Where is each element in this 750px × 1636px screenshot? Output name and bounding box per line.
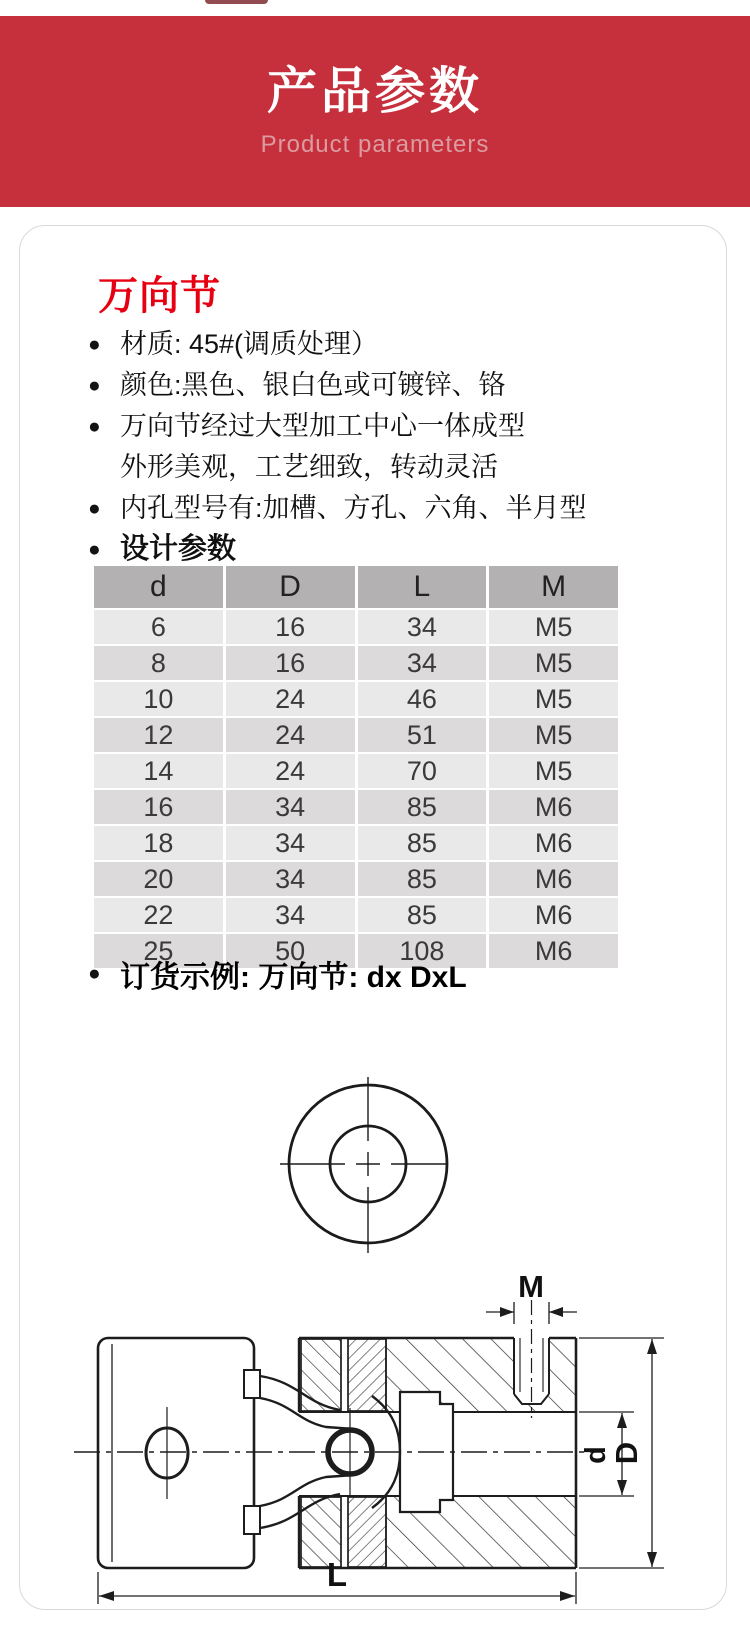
table-cell: 25 (94, 934, 223, 968)
table-row (94, 862, 618, 896)
section-banner (0, 16, 750, 207)
feature-list (88, 324, 688, 570)
table-row (94, 790, 618, 824)
feature-item (88, 406, 688, 447)
table-cell: M5 (489, 718, 618, 752)
table-cell: M6 (489, 826, 618, 860)
table-cell: M5 (489, 682, 618, 716)
bullet-icon: ● (88, 333, 101, 356)
dimension-M (486, 1269, 577, 1324)
table-header-cell: M (489, 566, 618, 608)
table-cell: 16 (226, 610, 355, 644)
table-cell: 14 (94, 754, 223, 788)
table-cell: 70 (358, 754, 487, 788)
feature-item (88, 365, 688, 406)
table-cell: 24 (226, 682, 355, 716)
label-L: L (326, 1556, 348, 1593)
table-cell: 6 (94, 610, 223, 644)
table-cell: 24 (226, 718, 355, 752)
feature-text: 颜色:黑色、银白色或可镀锌、铬 (120, 370, 506, 400)
table-cell: M6 (489, 862, 618, 896)
technical-drawings (0, 1030, 750, 1612)
table-cell: 46 (358, 682, 487, 716)
label-d: d (580, 1446, 612, 1464)
table-cell: 22 (94, 898, 223, 932)
table-row (94, 718, 618, 752)
table-cell: M5 (489, 754, 618, 788)
table-cell: 108 (358, 934, 487, 968)
feature-text: 设计参数 (120, 533, 237, 565)
table-cell: 85 (358, 898, 487, 932)
table-header-cell: d (94, 566, 223, 608)
feature-item (88, 447, 688, 488)
product-title: 万向节 (98, 274, 221, 318)
center-lines (280, 1077, 448, 1253)
table-cell: M5 (489, 646, 618, 680)
order-example (88, 952, 467, 996)
bullet-icon: ● (88, 962, 101, 985)
table-cell: 85 (358, 826, 487, 860)
table-row (94, 826, 618, 860)
bullet-icon: ● (88, 538, 101, 561)
table-header-cell: L (358, 566, 487, 608)
feature-text: 材质: 45#(调质处理） (120, 329, 379, 359)
table-cell: M5 (489, 610, 618, 644)
table-row (94, 898, 618, 932)
feature-text: 万向节经过大型加工中心一体成型 (120, 411, 525, 441)
table-cell: 10 (94, 682, 223, 716)
feature-item (88, 324, 688, 365)
table-cell: M6 (489, 934, 618, 968)
label-D: D (609, 1441, 644, 1465)
bullet-icon: ● (88, 497, 101, 520)
table-cell: 24 (226, 754, 355, 788)
table-cell: 18 (94, 826, 223, 860)
table-cell: 12 (94, 718, 223, 752)
table-row (94, 646, 618, 680)
table-header-cell: D (226, 566, 355, 608)
table-row (94, 754, 618, 788)
table-cell: 34 (226, 826, 355, 860)
table-row (94, 610, 618, 644)
bullet-icon: ● (88, 415, 101, 438)
table-cell: 16 (226, 646, 355, 680)
table-cell: 85 (358, 862, 487, 896)
table-cell: 34 (226, 862, 355, 896)
table-cell: 51 (358, 718, 487, 752)
table-cell: 16 (94, 790, 223, 824)
table-cell: 34 (226, 898, 355, 932)
section-subtitle: Product parameters (260, 131, 490, 158)
table-cell: 85 (358, 790, 487, 824)
feature-text: 外形美观，工艺细致，转动灵活 (120, 452, 498, 482)
table-cell: 50 (226, 934, 355, 968)
table-header-row (94, 566, 618, 608)
top-edge-remnant (205, 0, 268, 4)
feature-text: 内孔型号有:加槽、方孔、六角、半月型 (120, 493, 587, 523)
side-section-drawing (74, 1269, 664, 1604)
table-cell: M6 (489, 790, 618, 824)
table-row (94, 682, 618, 716)
feature-item (88, 488, 688, 529)
table-cell: 8 (94, 646, 223, 680)
table-cell: 34 (358, 610, 487, 644)
label-M: M (518, 1269, 544, 1304)
table-cell: 34 (226, 790, 355, 824)
table-cell: M6 (489, 898, 618, 932)
table-cell: 34 (358, 646, 487, 680)
order-example-text: 订货示例: 万向节: dx DxL (120, 961, 467, 994)
front-view-drawing (280, 1077, 448, 1253)
parameters-table (91, 564, 621, 970)
table-cell: 20 (94, 862, 223, 896)
bullet-icon: ● (88, 374, 101, 397)
section-title: 产品参数 (267, 63, 483, 119)
